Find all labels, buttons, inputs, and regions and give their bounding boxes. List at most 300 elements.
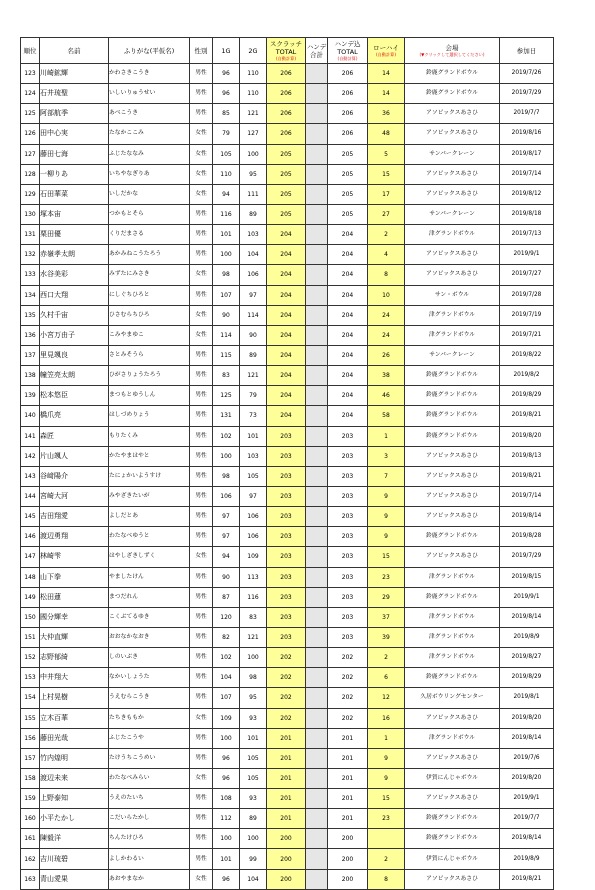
game1-cell: 94 bbox=[213, 547, 240, 567]
rank-cell: 161 bbox=[21, 829, 40, 849]
sex-cell: 男性 bbox=[190, 345, 213, 365]
kana-cell: よしかわるい bbox=[109, 849, 190, 869]
table-row bbox=[21, 768, 554, 788]
handicap-total-cell: 203 bbox=[328, 466, 368, 486]
game1-cell: 96 bbox=[213, 84, 240, 104]
venue-select[interactable]: 鈴鹿グランドボウル bbox=[405, 84, 500, 104]
lowhigh-cell: 38 bbox=[368, 366, 405, 386]
scratch-total-cell: 204 bbox=[267, 265, 306, 285]
handicap-cell bbox=[306, 104, 328, 124]
handicap-cell bbox=[306, 607, 328, 627]
sex-cell: 男性 bbox=[190, 426, 213, 446]
game2-cell: 93 bbox=[240, 708, 267, 728]
handicap-total-cell: 201 bbox=[328, 728, 368, 748]
name-cell: 渡辺勇翔 bbox=[40, 527, 109, 547]
venue-select[interactable]: アソビックスあさひ bbox=[405, 708, 500, 728]
name-cell: 渡辺未来 bbox=[40, 768, 109, 788]
lowhigh-cell: 46 bbox=[368, 386, 405, 406]
kana-cell: しのいぶき bbox=[109, 648, 190, 668]
scratch-total-cell: 204 bbox=[267, 386, 306, 406]
handicap-total-cell: 204 bbox=[328, 245, 368, 265]
handicap-total-cell: 206 bbox=[328, 64, 368, 84]
venue-select[interactable]: 津グランドボウル bbox=[405, 627, 500, 647]
rank-cell: 123 bbox=[21, 64, 40, 84]
venue-select[interactable]: アソビックスあさひ bbox=[405, 265, 500, 285]
rank-cell: 140 bbox=[21, 406, 40, 426]
results-table bbox=[20, 37, 554, 890]
venue-select[interactable]: アソビックスあさひ bbox=[405, 104, 500, 124]
lowhigh-cell: 15 bbox=[368, 164, 405, 184]
game2-cell: 116 bbox=[240, 587, 267, 607]
date-cell: 2019/8/29 bbox=[500, 668, 554, 688]
venue-select[interactable]: 津グランドボウル bbox=[405, 325, 500, 345]
game1-cell: 100 bbox=[213, 446, 240, 466]
date-cell: 2019/7/29 bbox=[500, 547, 554, 567]
header-game1: 1G bbox=[213, 38, 240, 64]
game1-cell: 97 bbox=[213, 507, 240, 527]
table-row bbox=[21, 446, 554, 466]
venue-select[interactable]: アソビックスあさひ bbox=[405, 748, 500, 768]
game2-cell: 110 bbox=[240, 84, 267, 104]
kana-cell: やましたけん bbox=[109, 567, 190, 587]
date-cell: 2019/8/13 bbox=[500, 446, 554, 466]
handicap-cell bbox=[306, 225, 328, 245]
game2-cell: 105 bbox=[240, 748, 267, 768]
sex-cell: 女性 bbox=[190, 124, 213, 144]
date-cell: 2019/8/18 bbox=[500, 204, 554, 224]
sex-cell: 男性 bbox=[190, 406, 213, 426]
date-cell: 2019/8/17 bbox=[500, 144, 554, 164]
rank-cell: 126 bbox=[21, 124, 40, 144]
header-name: 名前 bbox=[40, 38, 109, 64]
name-cell: 小平たかし bbox=[40, 809, 109, 829]
sex-cell: 男性 bbox=[190, 84, 213, 104]
game1-cell: 114 bbox=[213, 325, 240, 345]
sex-cell: 女性 bbox=[190, 768, 213, 788]
date-cell: 2019/8/20 bbox=[500, 426, 554, 446]
venue-select[interactable]: 鈴鹿グランドボウル bbox=[405, 426, 500, 446]
venue-select[interactable]: サンバークレーン bbox=[405, 345, 500, 365]
rank-cell: 158 bbox=[21, 768, 40, 788]
handicap-total-cell: 204 bbox=[328, 345, 368, 365]
venue-select[interactable]: 鈴鹿グランドボウル bbox=[405, 406, 500, 426]
venue-select[interactable]: 鈴鹿グランドボウル bbox=[405, 587, 500, 607]
handicap-cell bbox=[306, 567, 328, 587]
handicap-total-cell: 206 bbox=[328, 104, 368, 124]
sex-cell: 女性 bbox=[190, 708, 213, 728]
rank-cell: 157 bbox=[21, 748, 40, 768]
handicap-cell bbox=[306, 265, 328, 285]
sex-cell: 男性 bbox=[190, 446, 213, 466]
handicap-total-cell: 205 bbox=[328, 164, 368, 184]
name-cell: 塚本宙 bbox=[40, 204, 109, 224]
venue-select[interactable]: 鈴鹿グランドボウル bbox=[405, 809, 500, 829]
table-row bbox=[21, 285, 554, 305]
venue-select[interactable]: 津グランドボウル bbox=[405, 607, 500, 627]
game2-cell: 105 bbox=[240, 768, 267, 788]
sex-cell: 女性 bbox=[190, 869, 213, 889]
date-cell: 2019/8/14 bbox=[500, 829, 554, 849]
game1-cell: 116 bbox=[213, 204, 240, 224]
lowhigh-cell: 58 bbox=[368, 406, 405, 426]
rank-cell: 127 bbox=[21, 144, 40, 164]
handicap-total-cell: 202 bbox=[328, 688, 368, 708]
table-row bbox=[21, 486, 554, 506]
table-row bbox=[21, 305, 554, 325]
handicap-total-cell: 205 bbox=[328, 184, 368, 204]
scratch-total-cell: 204 bbox=[267, 366, 306, 386]
handicap-total-cell: 201 bbox=[328, 768, 368, 788]
handicap-cell bbox=[306, 426, 328, 446]
game1-cell: 125 bbox=[213, 386, 240, 406]
venue-select[interactable]: アソビックスあさひ bbox=[405, 486, 500, 506]
date-cell: 2019/7/14 bbox=[500, 486, 554, 506]
venue-select[interactable]: アソビックスあさひ bbox=[405, 245, 500, 265]
game2-cell: 127 bbox=[240, 124, 267, 144]
game1-cell: 101 bbox=[213, 849, 240, 869]
table-row bbox=[21, 527, 554, 547]
kana-cell: たにょかいようすけ bbox=[109, 466, 190, 486]
lowhigh-cell: 9 bbox=[368, 768, 405, 788]
sex-cell: 男性 bbox=[190, 748, 213, 768]
scratch-total-cell: 205 bbox=[267, 164, 306, 184]
rank-cell: 150 bbox=[21, 607, 40, 627]
scratch-total-cell: 204 bbox=[267, 406, 306, 426]
venue-select[interactable]: サンバークレーン bbox=[405, 204, 500, 224]
table-row bbox=[21, 204, 554, 224]
sex-cell: 男性 bbox=[190, 386, 213, 406]
venue-select[interactable]: 津グランドボウル bbox=[405, 728, 500, 748]
lowhigh-cell: 8 bbox=[368, 265, 405, 285]
lowhigh-cell: 48 bbox=[368, 124, 405, 144]
handicap-total-cell: 204 bbox=[328, 406, 368, 426]
lowhigh-cell: 23 bbox=[368, 809, 405, 829]
game1-cell: 82 bbox=[213, 627, 240, 647]
rank-cell: 148 bbox=[21, 567, 40, 587]
lowhigh-cell: 26 bbox=[368, 345, 405, 365]
header-sex: 性別 bbox=[190, 38, 213, 64]
table-row bbox=[21, 104, 554, 124]
rank-cell: 163 bbox=[21, 869, 40, 889]
name-cell: 石井琉聖 bbox=[40, 84, 109, 104]
table-row bbox=[21, 688, 554, 708]
game1-cell: 98 bbox=[213, 466, 240, 486]
date-cell: 2019/7/26 bbox=[500, 64, 554, 84]
game2-cell: 104 bbox=[240, 869, 267, 889]
kana-cell: わたなべゆうと bbox=[109, 527, 190, 547]
kana-cell: たなかここみ bbox=[109, 124, 190, 144]
game1-cell: 87 bbox=[213, 587, 240, 607]
game2-cell: 95 bbox=[240, 164, 267, 184]
venue-select[interactable]: サンバークレーン bbox=[405, 144, 500, 164]
name-cell: 上村晃樹 bbox=[40, 688, 109, 708]
venue-select[interactable]: 鈴鹿グランドボウル bbox=[405, 386, 500, 406]
header-handicap-total: ハンデ込 TOTAL (自動計算) bbox=[328, 38, 368, 64]
sex-cell: 男性 bbox=[190, 648, 213, 668]
sex-cell: 男性 bbox=[190, 204, 213, 224]
name-cell: 赤嶺孝太朗 bbox=[40, 245, 109, 265]
date-cell: 2019/8/14 bbox=[500, 728, 554, 748]
handicap-total-cell: 203 bbox=[328, 567, 368, 587]
date-cell: 2019/8/2 bbox=[500, 366, 554, 386]
name-cell: 幢笠亮太朗 bbox=[40, 366, 109, 386]
name-cell: 松本悠臣 bbox=[40, 386, 109, 406]
game2-cell: 101 bbox=[240, 426, 267, 446]
handicap-cell bbox=[306, 527, 328, 547]
rank-cell: 142 bbox=[21, 446, 40, 466]
table-row bbox=[21, 406, 554, 426]
kana-cell: ふじたこうや bbox=[109, 728, 190, 748]
sex-cell: 男性 bbox=[190, 587, 213, 607]
handicap-total-cell: 201 bbox=[328, 809, 368, 829]
sex-cell: 女性 bbox=[190, 547, 213, 567]
date-cell: 2019/8/1 bbox=[500, 688, 554, 708]
handicap-cell bbox=[306, 345, 328, 365]
lowhigh-cell: 4 bbox=[368, 245, 405, 265]
kana-cell: わたなべみらい bbox=[109, 768, 190, 788]
game2-cell: 100 bbox=[240, 829, 267, 849]
date-cell: 2019/9/1 bbox=[500, 789, 554, 809]
table-row bbox=[21, 325, 554, 345]
name-cell: 田中心実 bbox=[40, 124, 109, 144]
venue-select[interactable]: サン・ボウル bbox=[405, 285, 500, 305]
scratch-total-cell: 201 bbox=[267, 768, 306, 788]
lowhigh-cell: 37 bbox=[368, 607, 405, 627]
name-cell: 國分輝幸 bbox=[40, 607, 109, 627]
table-row bbox=[21, 366, 554, 386]
lowhigh-cell: 6 bbox=[368, 668, 405, 688]
game2-cell: 100 bbox=[240, 648, 267, 668]
lowhigh-cell: 9 bbox=[368, 748, 405, 768]
game1-cell: 108 bbox=[213, 789, 240, 809]
kana-cell: うえむらこうき bbox=[109, 688, 190, 708]
venue-select[interactable]: アソビックスあさひ bbox=[405, 184, 500, 204]
kana-cell: よしだとあ bbox=[109, 507, 190, 527]
handicap-cell bbox=[306, 648, 328, 668]
game1-cell: 115 bbox=[213, 345, 240, 365]
game2-cell: 106 bbox=[240, 265, 267, 285]
name-cell: 大仲直輝 bbox=[40, 627, 109, 647]
sex-cell: 男性 bbox=[190, 728, 213, 748]
kana-cell: あべこうき bbox=[109, 104, 190, 124]
kana-cell: ひがさりょうたろう bbox=[109, 366, 190, 386]
sex-cell: 男性 bbox=[190, 366, 213, 386]
name-cell: 久村千宙 bbox=[40, 305, 109, 325]
handicap-cell bbox=[306, 386, 328, 406]
rank-cell: 156 bbox=[21, 728, 40, 748]
table-row bbox=[21, 466, 554, 486]
kana-cell: かわさきこうき bbox=[109, 64, 190, 84]
sex-cell: 女性 bbox=[190, 305, 213, 325]
venue-select[interactable]: 鈴鹿グランドボウル bbox=[405, 527, 500, 547]
table-row bbox=[21, 567, 554, 587]
venue-select[interactable]: 津グランドボウル bbox=[405, 648, 500, 668]
date-cell: 2019/7/13 bbox=[500, 225, 554, 245]
sex-cell: 女性 bbox=[190, 325, 213, 345]
game2-cell: 103 bbox=[240, 225, 267, 245]
name-cell: 松田蓮 bbox=[40, 587, 109, 607]
handicap-total-cell: 205 bbox=[328, 144, 368, 164]
kana-cell: まつもとゆうしん bbox=[109, 386, 190, 406]
date-cell: 2019/8/28 bbox=[500, 527, 554, 547]
game2-cell: 106 bbox=[240, 507, 267, 527]
name-cell: 谷﨑陽介 bbox=[40, 466, 109, 486]
sex-cell: 女性 bbox=[190, 164, 213, 184]
rank-cell: 143 bbox=[21, 466, 40, 486]
venue-select[interactable]: アソビックスあさひ bbox=[405, 446, 500, 466]
rank-cell: 132 bbox=[21, 245, 40, 265]
table-row bbox=[21, 245, 554, 265]
venue-select[interactable]: アソビックスあさひ bbox=[405, 507, 500, 527]
kana-cell: まつだれん bbox=[109, 587, 190, 607]
name-cell: 藤田光哉 bbox=[40, 728, 109, 748]
sex-cell: 男性 bbox=[190, 809, 213, 829]
rank-cell: 128 bbox=[21, 164, 40, 184]
name-cell: 一柳りあ bbox=[40, 164, 109, 184]
date-cell: 2019/8/27 bbox=[500, 648, 554, 668]
lowhigh-cell: 9 bbox=[368, 486, 405, 506]
handicap-total-cell: 203 bbox=[328, 426, 368, 446]
table-row bbox=[21, 648, 554, 668]
venue-select[interactable]: 鈴鹿グランドボウル bbox=[405, 366, 500, 386]
handicap-cell bbox=[306, 486, 328, 506]
handicap-total-cell: 202 bbox=[328, 668, 368, 688]
game2-cell: 95 bbox=[240, 688, 267, 708]
handicap-cell bbox=[306, 184, 328, 204]
lowhigh-cell: 27 bbox=[368, 204, 405, 224]
handicap-cell bbox=[306, 325, 328, 345]
lowhigh-cell: 12 bbox=[368, 688, 405, 708]
handicap-cell bbox=[306, 366, 328, 386]
venue-select[interactable]: アソビックスあさひ bbox=[405, 124, 500, 144]
venue-select[interactable]: 津グランドボウル bbox=[405, 567, 500, 587]
date-cell: 2019/7/29 bbox=[500, 84, 554, 104]
venue-select[interactable]: 鈴鹿グランドボウル bbox=[405, 64, 500, 84]
rank-cell: 131 bbox=[21, 225, 40, 245]
header-handicap: ハンデ 合計 bbox=[306, 38, 328, 64]
rank-cell: 124 bbox=[21, 84, 40, 104]
venue-select[interactable]: 伊賀にんじゃボウル bbox=[405, 849, 500, 869]
name-cell: 立木百華 bbox=[40, 708, 109, 728]
game1-cell: 131 bbox=[213, 406, 240, 426]
game2-cell: 111 bbox=[240, 184, 267, 204]
game2-cell: 109 bbox=[240, 547, 267, 567]
handicap-cell bbox=[306, 829, 328, 849]
sex-cell: 男性 bbox=[190, 668, 213, 688]
handicap-cell bbox=[306, 64, 328, 84]
table-row bbox=[21, 386, 554, 406]
game2-cell: 114 bbox=[240, 305, 267, 325]
table-row bbox=[21, 225, 554, 245]
venue-select[interactable]: アソビックスあさひ bbox=[405, 547, 500, 567]
sex-cell: 男性 bbox=[190, 225, 213, 245]
scratch-total-cell: 200 bbox=[267, 869, 306, 889]
scratch-total-cell: 204 bbox=[267, 345, 306, 365]
kana-cell: くりだまさる bbox=[109, 225, 190, 245]
table-row bbox=[21, 547, 554, 567]
scratch-total-cell: 203 bbox=[267, 486, 306, 506]
handicap-cell bbox=[306, 204, 328, 224]
name-cell: 川崎鉱輝 bbox=[40, 64, 109, 84]
game1-cell: 106 bbox=[213, 486, 240, 506]
lowhigh-cell: 29 bbox=[368, 587, 405, 607]
rank-cell: 133 bbox=[21, 265, 40, 285]
venue-select[interactable]: 津グランドボウル bbox=[405, 305, 500, 325]
sex-cell: 女性 bbox=[190, 265, 213, 285]
rank-cell: 134 bbox=[21, 285, 40, 305]
kana-cell: ふじたななみ bbox=[109, 144, 190, 164]
game2-cell: 99 bbox=[240, 849, 267, 869]
table-row bbox=[21, 708, 554, 728]
scratch-total-cell: 203 bbox=[267, 627, 306, 647]
kana-cell: いしだかな bbox=[109, 184, 190, 204]
venue-select[interactable]: アソビックスあさひ bbox=[405, 466, 500, 486]
handicap-cell bbox=[306, 708, 328, 728]
rank-cell: 159 bbox=[21, 789, 40, 809]
handicap-cell bbox=[306, 768, 328, 788]
date-cell: 2019/7/7 bbox=[500, 104, 554, 124]
venue-select[interactable]: 鈴鹿グランドボウル bbox=[405, 829, 500, 849]
handicap-cell bbox=[306, 84, 328, 104]
lowhigh-cell: 16 bbox=[368, 708, 405, 728]
handicap-total-cell: 204 bbox=[328, 225, 368, 245]
table-row bbox=[21, 809, 554, 829]
sex-cell: 男性 bbox=[190, 486, 213, 506]
scratch-total-cell: 205 bbox=[267, 144, 306, 164]
table-row bbox=[21, 869, 554, 889]
lowhigh-cell: 24 bbox=[368, 305, 405, 325]
handicap-total-cell: 206 bbox=[328, 124, 368, 144]
scratch-total-cell: 206 bbox=[267, 124, 306, 144]
lowhigh-cell: 2 bbox=[368, 225, 405, 245]
kana-cell: にしぐちひろと bbox=[109, 285, 190, 305]
venue-select[interactable]: 津グランドボウル bbox=[405, 225, 500, 245]
handicap-total-cell: 202 bbox=[328, 648, 368, 668]
handicap-total-cell: 203 bbox=[328, 446, 368, 466]
handicap-cell bbox=[306, 627, 328, 647]
lowhigh-cell: 1 bbox=[368, 426, 405, 446]
venue-select[interactable]: 久居ボウリングセンター bbox=[405, 688, 500, 708]
table-row bbox=[21, 849, 554, 869]
venue-select[interactable]: 鈴鹿グランドボウル bbox=[405, 668, 500, 688]
handicap-total-cell: 200 bbox=[328, 849, 368, 869]
game1-cell: 96 bbox=[213, 64, 240, 84]
venue-select[interactable]: アソビックスあさひ bbox=[405, 789, 500, 809]
rank-cell: 146 bbox=[21, 527, 40, 547]
scratch-total-cell: 203 bbox=[267, 587, 306, 607]
handicap-total-cell: 203 bbox=[328, 587, 368, 607]
venue-select[interactable]: アソビックスあさひ bbox=[405, 164, 500, 184]
kana-cell: はやしざきしずく bbox=[109, 547, 190, 567]
lowhigh-cell: 3 bbox=[368, 446, 405, 466]
game2-cell: 105 bbox=[240, 466, 267, 486]
venue-select[interactable]: アソビックスあさひ bbox=[405, 869, 500, 889]
rank-cell: 145 bbox=[21, 507, 40, 527]
venue-select[interactable]: 伊賀にんじゃボウル bbox=[405, 768, 500, 788]
lowhigh-cell: 8 bbox=[368, 869, 405, 889]
name-cell: 西口大翔 bbox=[40, 285, 109, 305]
handicap-total-cell: 204 bbox=[328, 265, 368, 285]
game2-cell: 103 bbox=[240, 446, 267, 466]
header-game2: 2G bbox=[240, 38, 267, 64]
game1-cell: 94 bbox=[213, 184, 240, 204]
header-date: 参加日 bbox=[500, 38, 554, 64]
table-row bbox=[21, 426, 554, 446]
kana-cell: こくぶてるゆき bbox=[109, 607, 190, 627]
rank-cell: 136 bbox=[21, 325, 40, 345]
game1-cell: 105 bbox=[213, 144, 240, 164]
kana-cell: つかもとそら bbox=[109, 204, 190, 224]
